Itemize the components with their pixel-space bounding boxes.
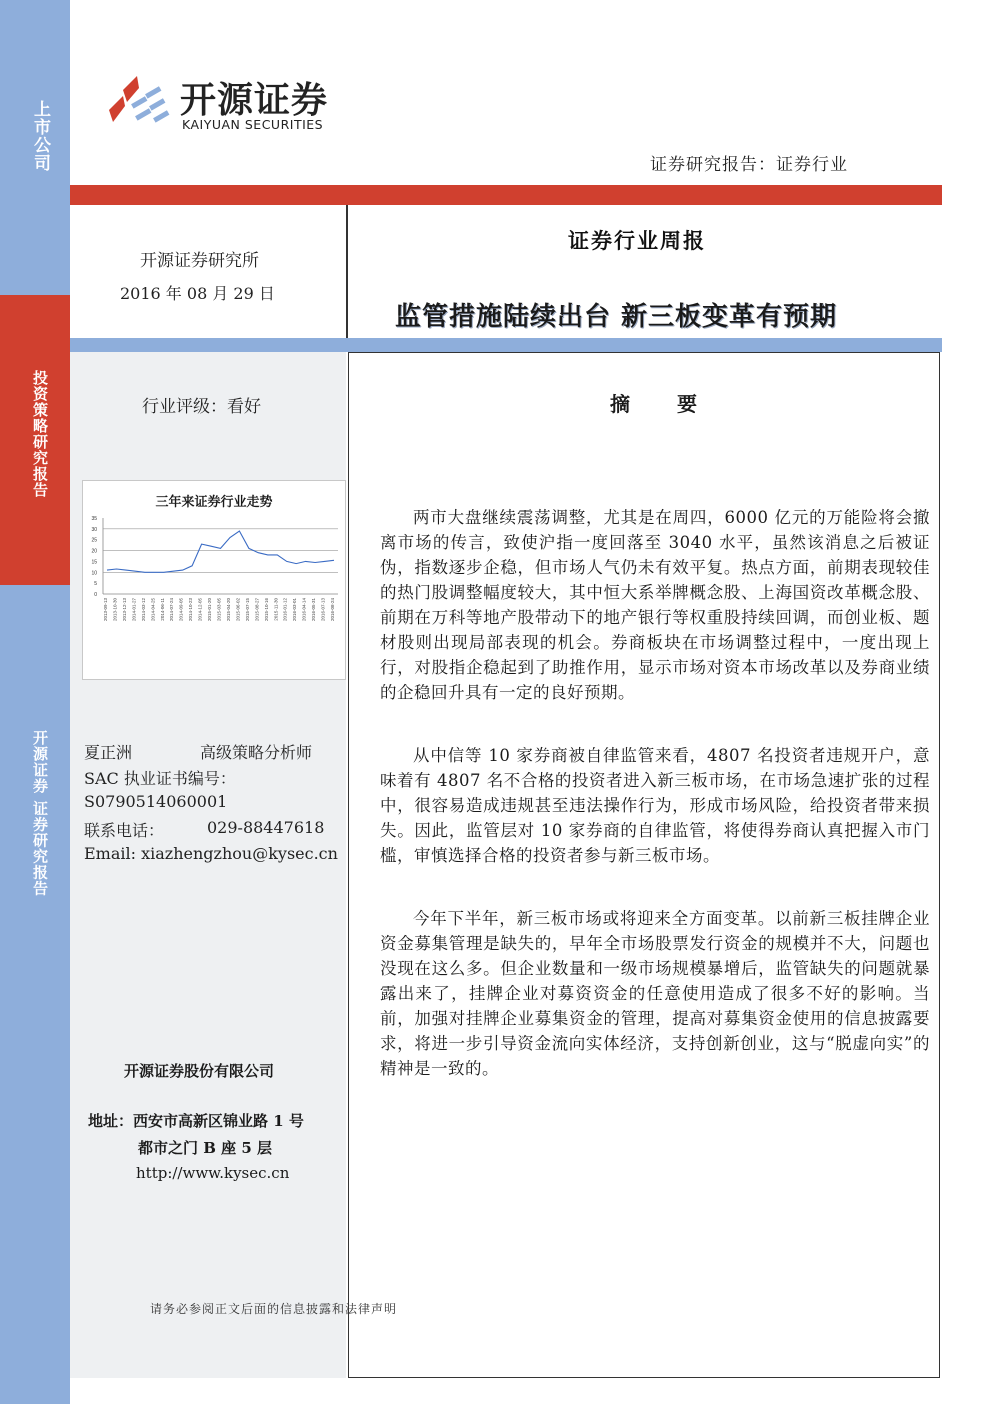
chart-x-tick-label: 2013-10-30 (112, 598, 118, 622)
chart-x-tick-label: 2016-08-24 (330, 598, 335, 622)
chart-x-tick-label: 2014-03-12 (140, 598, 146, 622)
company-name: 开源证券股份有限公司 (124, 1062, 275, 1080)
abstract-heading: 摘 要 (610, 392, 717, 416)
sidebar-label-listed-company: 上市公司 (30, 100, 50, 172)
kaiyuan-logo-mark (105, 70, 175, 132)
chart-x-tick-label: 2015-10-16 (263, 598, 269, 622)
chart-x-tick-label: 2015-08-27 (254, 598, 260, 622)
institute-block-bg (70, 205, 346, 338)
chart-x-tick-label: 2016-01-12 (282, 598, 288, 622)
chart-x-tick-label: 2014-12-05 (197, 598, 203, 622)
chart-x-tick-label: 2015-07-15 (244, 598, 250, 622)
chart-x-tick-label: 2014-01-27 (131, 598, 137, 622)
chart-x-tick-label: 2014-10-23 (188, 598, 194, 622)
analyst-phone: 029-88447618 (207, 818, 325, 837)
abstract-paragraph-2: 从中信等 10 家券商被自律监管来看，4807 名投资者违规开户，意味着有 4807 名不合格的投资者进入新三板市场，在市场急速扩张的过程中，很容易造成违规甚至违法操作行为，形成市场风险，给投资者带来损失。因此，监管层对 10 家券商的自律监管，将使得券商认真把握入市门槛，审慎选择合格的投资者参与新三板市场。 (380, 746, 930, 865)
chart-x-tick-label: 2014-07-24 (169, 598, 175, 622)
chart-x-tick-label: 2015-04-20 (225, 598, 231, 622)
disclaimer-note: 请务必参阅正文后面的信息披露和法律声明 (150, 1302, 398, 1316)
sidebar-bottom-band (0, 585, 70, 1404)
institute-name: 开源证券研究所 (140, 251, 259, 271)
chart-x-tick-label: 2016-03-01 (292, 598, 298, 622)
chart-x-tick-label: 2016-05-31 (311, 598, 317, 622)
report-type-label: 证券研究报告：证券行业 (650, 155, 848, 175)
analyst-phone-label: 联系电话： (84, 821, 165, 840)
chart-x-tick-label: 2014-04-25 (150, 598, 156, 622)
chart-x-tick-label: 2013-09-13 (103, 598, 108, 622)
chart-x-tick-label: 2015-11-30 (273, 598, 279, 621)
logo-english-name: KAIYUAN SECURITIES (182, 117, 324, 132)
chart-y-tick-label: 5 (94, 581, 97, 588)
chart-y-tick-label: 10 (91, 570, 97, 577)
chart-x-tick-label: 2015-06-02 (235, 598, 241, 622)
chart-x-tick-label: 2016-07-13 (320, 598, 326, 622)
analyst-name: 夏正洲 (84, 743, 133, 762)
analyst-title: 高级策略分析师 (200, 743, 313, 762)
abstract-paragraph-1: 两市大盘继续震荡调整，尤其是在周四，6000 亿元的万能险将会撤离市场的传言，致使沪指一度回落至 3040 水平，虽然该消息之后被证伪，指数逐步企稳，但市场人气仍未有效平复。热点方面，前期表现较佳的热门股调整幅度较大，其中恒大系举牌概念股、上海国资改革概念股、前期在万科等地产股带动下的地产银行等权重股持续回调，而创业板、题材股则出现局部表现的机会。券商板块在市场调整过程中，一度出现上行，对股指企稳起到了助推作用，显示市场对资本市场改革以及券商业绩的企稳回升具有一定的良好预期。 (380, 508, 930, 702)
report-main-title: 监管措施陆续出台 新三板变革有预期 (395, 302, 838, 332)
chart-y-tick-label: 20 (91, 548, 97, 555)
logo-chinese-name: 开源证券 (180, 80, 329, 121)
analyst-cert-number: S0790514060001 (84, 792, 228, 811)
chart-y-tick-label: 35 (91, 516, 97, 522)
chart-title: 三年来证券行业走势 (155, 495, 273, 510)
company-website-link[interactable]: http://www.kysec.cn (136, 1164, 290, 1182)
company-address-line2: 都市之门 B 座 5 层 (138, 1139, 273, 1157)
sidebar-label-kaiyuan-report: 开源证券 证券研究报告 (31, 730, 49, 897)
chart-x-tick-label: 2016-04-14 (301, 598, 307, 622)
abstract-body (380, 505, 930, 1081)
title-blue-band (70, 338, 942, 352)
report-subtitle: 证券行业周报 (568, 228, 706, 253)
chart-x-tick-label: 2013-12-13 (121, 598, 127, 622)
chart-x-tick-label: 2014-09-05 (178, 598, 184, 622)
abstract-paragraph-3: 今年下半年，新三板市场或将迎来全方面变革。以前新三板挂牌企业资金募集管理是缺失的，早年全市场股票发行资金的规模并不大，问题也没现在这么多。但企业数量和一级市场规模暴增后，监管缺失的问题就暴露出来了，挂牌企业对募资资金的任意使用造成了很多不好的影响。当前，加强对挂牌企业募集资金的管理，提高对募集资金使用的信息披露要求，将进一步引导资金流向实体经济，支持创新创业，这与“脱虚向实”的精神是一致的。 (380, 909, 930, 1078)
sidebar-label-strategy-report: 投资策略研究报告 (31, 370, 49, 498)
chart-y-tick-label: 30 (91, 526, 97, 533)
analyst-cert-label: SAC 执业证书编号： (84, 769, 236, 788)
company-address-line1: 地址：西安市高新区锦业路 1 号 (88, 1112, 304, 1130)
chart-plot (83, 481, 345, 679)
analyst-email[interactable]: Email: xiazhengzhou@kysec.cn (84, 844, 338, 863)
report-date: 2016 年 08 月 29 日 (120, 284, 275, 303)
chart-y-tick-label: 25 (91, 537, 97, 544)
industry-rating: 行业评级：看好 (142, 397, 261, 417)
chart-x-tick-label: 2015-01-20 (207, 598, 213, 622)
chart-x-tick-label: 2015-03-05 (216, 598, 222, 622)
chart-series-line (107, 531, 334, 572)
chart-y-tick-label: 15 (91, 559, 97, 566)
header-red-band (70, 185, 942, 205)
industry-trend-chart (82, 480, 346, 680)
chart-x-tick-label: 2014-06-11 (159, 598, 165, 621)
chart-y-tick-label: 0 (94, 592, 97, 598)
